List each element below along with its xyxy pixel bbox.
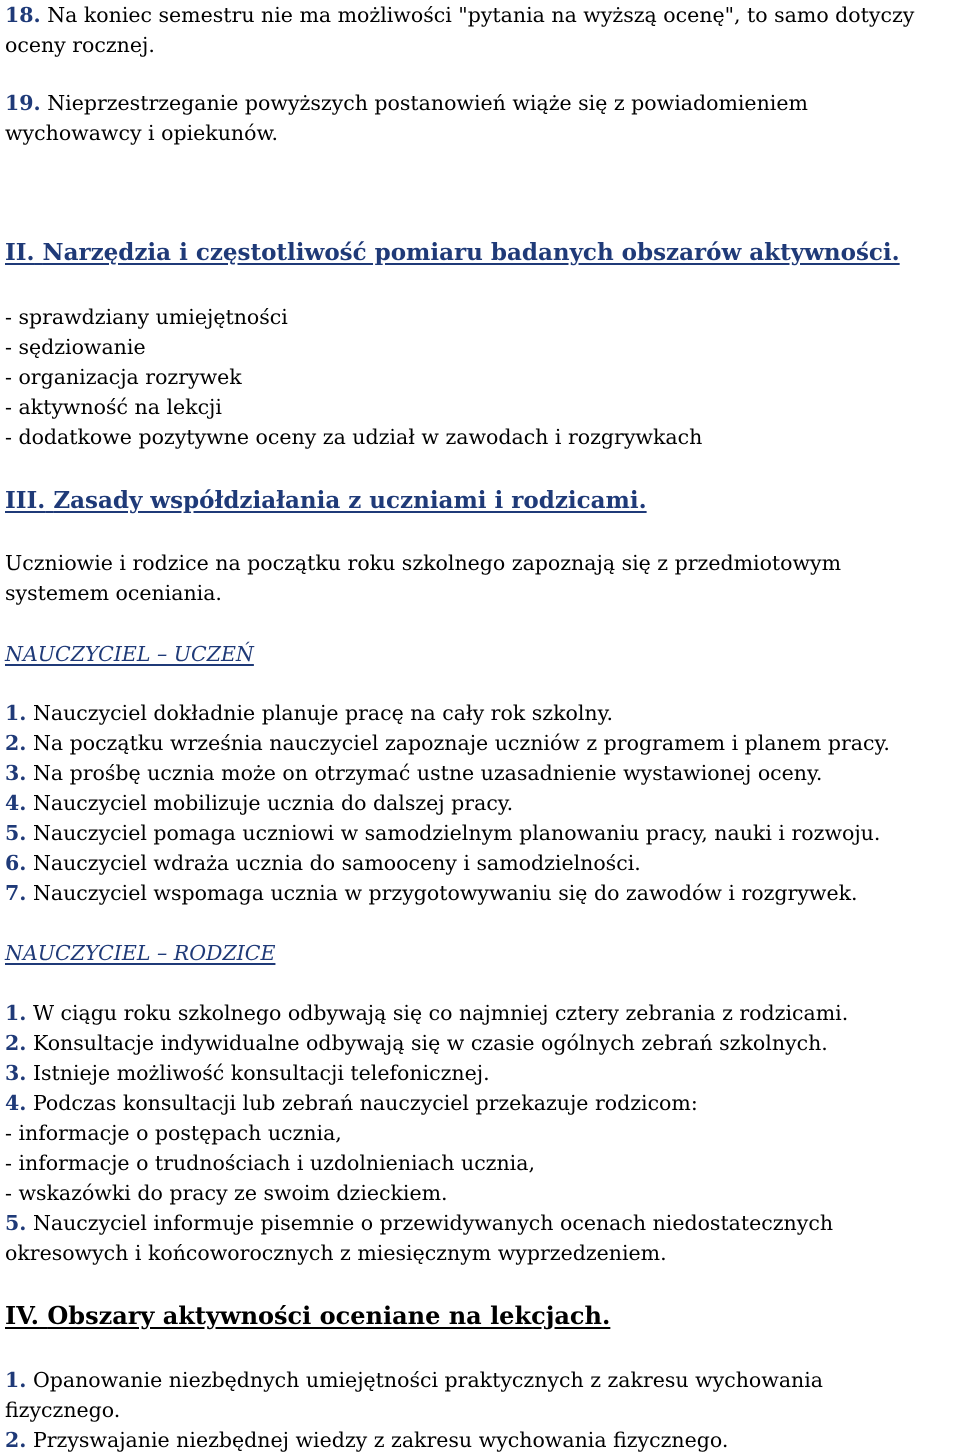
list-item-18: [5, 0, 914, 60]
item-text: Nauczyciel dokładnie planuje pracę na cały rok szkolny.: [32, 701, 613, 725]
section-title: Zasady współdziałania z uczniami i rodzicami.: [53, 487, 647, 514]
teacher-student-list: [5, 698, 890, 908]
item-number: 1.: [5, 701, 27, 725]
item-number: 1.: [5, 1368, 27, 1392]
item-number: 5.: [5, 821, 27, 845]
list-item-19: [5, 88, 808, 148]
item-number: 3.: [5, 761, 27, 785]
item-text: Nauczyciel wdraża ucznia do samooceny i samodzielności.: [32, 851, 641, 875]
item-number: 3.: [5, 1061, 27, 1085]
item-text: Na prośbę ucznia może on otrzymać ustne uzasadnienie wystawionej oceny.: [32, 761, 823, 785]
section-title: Obszary aktywności oceniane na lekcjach.: [47, 1301, 611, 1330]
list-item: [5, 758, 890, 788]
item-number: 19.: [5, 91, 41, 115]
list-item: [5, 728, 890, 758]
section-title: Narzędzia i częstotliwość pomiaru badanych obszarów aktywności.: [42, 239, 900, 266]
subsection-title-teacher-parents: NAUCZYCIEL – RODZICE: [5, 941, 276, 965]
list-item: [5, 1208, 848, 1238]
list-item: [5, 1058, 848, 1088]
item-text: Na koniec semestru nie ma możliwości "pytania na wyższą ocenę", to samo dotyczy: [47, 3, 915, 27]
intro-text-continued: systemem oceniania.: [5, 581, 222, 605]
list-item: - dodatkowe pozytywne oceny za udział w zawodach i rozgrywkach: [5, 425, 703, 449]
item-text: Nauczyciel mobilizuje ucznia do dalszej pracy.: [32, 791, 514, 815]
item-number: 7.: [5, 881, 27, 905]
list-item: - aktywność na lekcji: [5, 395, 222, 419]
list-item: [5, 1088, 848, 1118]
tools-list: [5, 302, 702, 452]
list-item: [5, 1365, 823, 1395]
item-text-continued: wychowawcy i opiekunów.: [5, 121, 279, 145]
list-item: [5, 998, 848, 1028]
list-item: [5, 878, 890, 908]
item-text: Na początku września nauczyciel zapoznaje uczniów z programem i planem pracy.: [32, 731, 890, 755]
sub-list-item: - wskazówki do pracy ze swoim dzieckiem.: [5, 1181, 448, 1205]
activity-areas-list: [5, 1365, 823, 1455]
list-item: [5, 818, 890, 848]
item-text: Podczas konsultacji lub zebrań nauczyciel przekazuje rodzicom:: [32, 1091, 698, 1115]
item-number: 4.: [5, 791, 27, 815]
item-text: Istnieje możliwość konsultacji telefonicznej.: [32, 1061, 490, 1085]
section-heading-4: [5, 1301, 610, 1331]
item-text-continued: fizycznego.: [5, 1398, 121, 1422]
item-text-continued: oceny rocznej.: [5, 33, 155, 57]
section-numeral: II.: [5, 239, 35, 266]
list-item: [5, 848, 890, 878]
list-item: [5, 698, 890, 728]
list-item: - sprawdziany umiejętności: [5, 305, 288, 329]
item-text: W ciągu roku szkolnego odbywają się co najmniej cztery zebrania z rodzicami.: [32, 1001, 849, 1025]
list-item: [5, 788, 890, 818]
item-text: Przyswajanie niezbędnej wiedzy z zakresu wychowania fizycznego.: [32, 1428, 729, 1452]
section-intro: [5, 548, 841, 608]
item-number: 2.: [5, 1428, 27, 1452]
item-number: 18.: [5, 3, 41, 27]
item-text: Konsultacje indywidualne odbywają się w czasie ogólnych zebrań szkolnych.: [32, 1031, 828, 1055]
item-number: 6.: [5, 851, 27, 875]
section-numeral: III.: [5, 487, 46, 514]
list-item: - sędziowanie: [5, 335, 146, 359]
list-item: [5, 1028, 848, 1058]
item-text: Opanowanie niezbędnych umiejętności praktycznych z zakresu wychowania: [32, 1368, 824, 1392]
sub-list-item: - informacje o postępach ucznia,: [5, 1121, 342, 1145]
item-number: 1.: [5, 1001, 27, 1025]
teacher-parents-list: [5, 998, 848, 1268]
item-text: Nauczyciel wspomaga ucznia w przygotowywaniu się do zawodów i rozgrywek.: [32, 881, 858, 905]
item-number: 4.: [5, 1091, 27, 1115]
subsection-title-teacher-student: NAUCZYCIEL – UCZEŃ: [5, 642, 254, 666]
item-text: Nauczyciel pomaga uczniowi w samodzielnym planowaniu pracy, nauki i rozwoju.: [32, 821, 881, 845]
item-text: Nieprzestrzeganie powyższych postanowień wiąże się z powiadomieniem: [47, 91, 808, 115]
item-text-continued: okresowych i końcoworocznych z miesięcznym wyprzedzeniem.: [5, 1241, 667, 1265]
item-number: 5.: [5, 1211, 27, 1235]
list-item: - organizacja rozrywek: [5, 365, 242, 389]
intro-text: Uczniowie i rodzice na początku roku szkolnego zapoznają się z przedmiotowym: [5, 551, 842, 575]
list-item: [5, 1425, 823, 1455]
section-heading-2: [5, 238, 900, 268]
item-number: 2.: [5, 731, 27, 755]
item-number: 2.: [5, 1031, 27, 1055]
item-text: Nauczyciel informuje pisemnie o przewidywanych ocenach niedostatecznych: [32, 1211, 834, 1235]
sub-list-item: - informacje o trudnościach i uzdolnieniach ucznia,: [5, 1151, 535, 1175]
section-heading-3: [5, 486, 647, 516]
section-numeral: IV.: [5, 1301, 40, 1330]
